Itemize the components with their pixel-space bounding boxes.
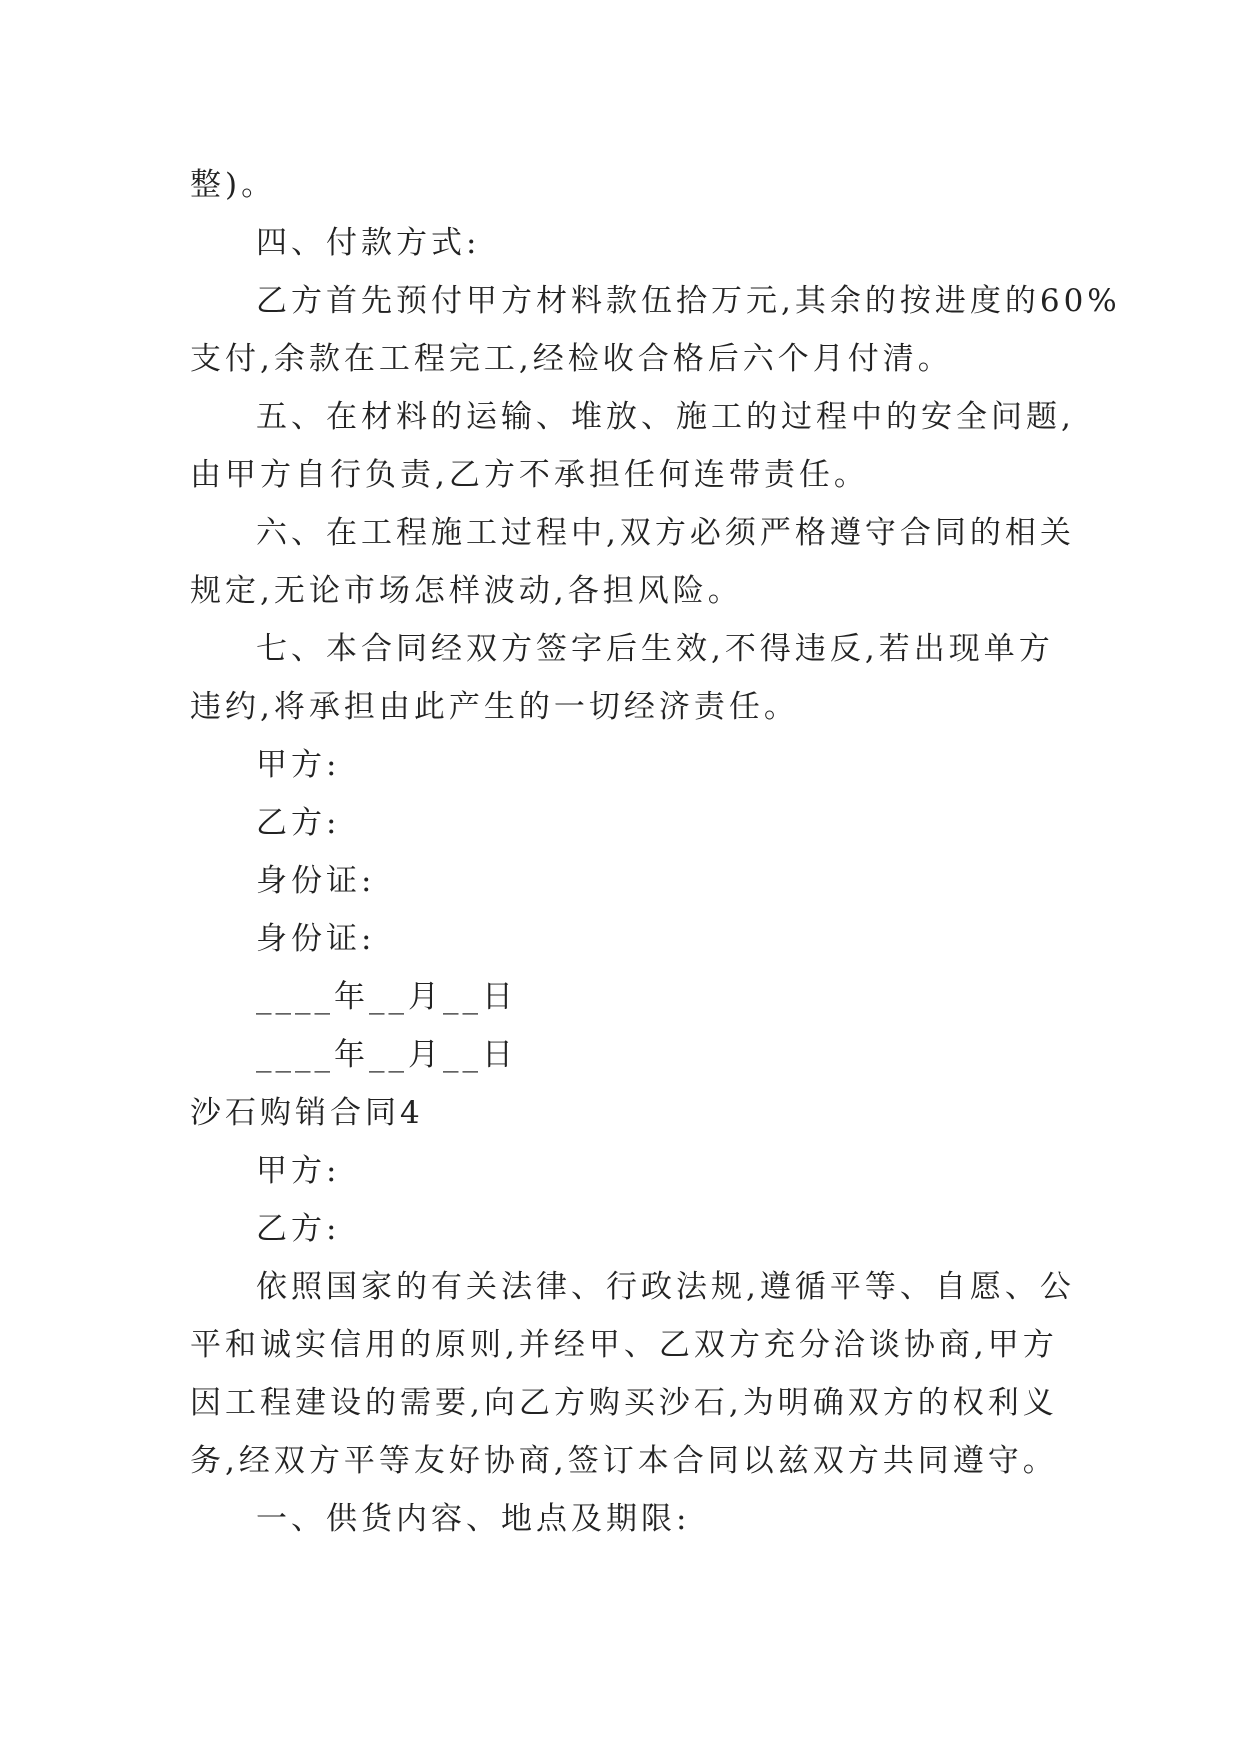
id-card-label: 身份证: bbox=[256, 921, 376, 957]
party-a-label: 甲方: bbox=[256, 1153, 341, 1189]
text-line: 七、本合同经双方签字后生效,不得违反,若出现单方 bbox=[256, 631, 1054, 667]
party-b-label: 乙方: bbox=[256, 1211, 341, 1247]
text-line: 因工程建设的需要,向乙方购买沙石,为明确双方的权利义 bbox=[190, 1385, 1058, 1421]
text-line: 依照国家的有关法律、行政法规,遵循平等、自愿、公 bbox=[256, 1269, 1075, 1305]
text-line: 支付,余款在工程完工,经检收合格后六个月付清。 bbox=[190, 341, 953, 377]
date-line: ____年__月__日 bbox=[256, 1037, 517, 1073]
text-line: 由甲方自行负责,乙方不承担任何连带责任。 bbox=[190, 457, 869, 493]
date-line: ____年__月__日 bbox=[256, 979, 517, 1015]
text-line: 规定,无论市场怎样波动,各担风险。 bbox=[190, 573, 743, 609]
text-line: 整)。 bbox=[190, 167, 277, 203]
id-card-label: 身份证: bbox=[256, 863, 376, 899]
text-line: 务,经双方平等友好协商,签订本合同以兹双方共同遵守。 bbox=[190, 1443, 1058, 1479]
section-heading-supply: 一、供货内容、地点及期限: bbox=[256, 1501, 691, 1537]
section-heading-payment: 四、付款方式: bbox=[256, 225, 481, 261]
text-line: 平和诚实信用的原则,并经甲、乙双方充分洽谈协商,甲方 bbox=[190, 1327, 1058, 1363]
contract-title: 沙石购销合同4 bbox=[190, 1095, 424, 1131]
party-b-label: 乙方: bbox=[256, 805, 341, 841]
text-line: 六、在工程施工过程中,双方必须严格遵守合同的相关 bbox=[256, 515, 1075, 551]
text-line: 违约,将承担由此产生的一切经济责任。 bbox=[190, 689, 799, 725]
text-line: 乙方首先预付甲方材料款伍拾万元,其余的按进度的60% bbox=[256, 283, 1121, 319]
party-a-label: 甲方: bbox=[256, 747, 341, 783]
text-line: 五、在材料的运输、堆放、施工的过程中的安全问题, bbox=[256, 399, 1075, 435]
